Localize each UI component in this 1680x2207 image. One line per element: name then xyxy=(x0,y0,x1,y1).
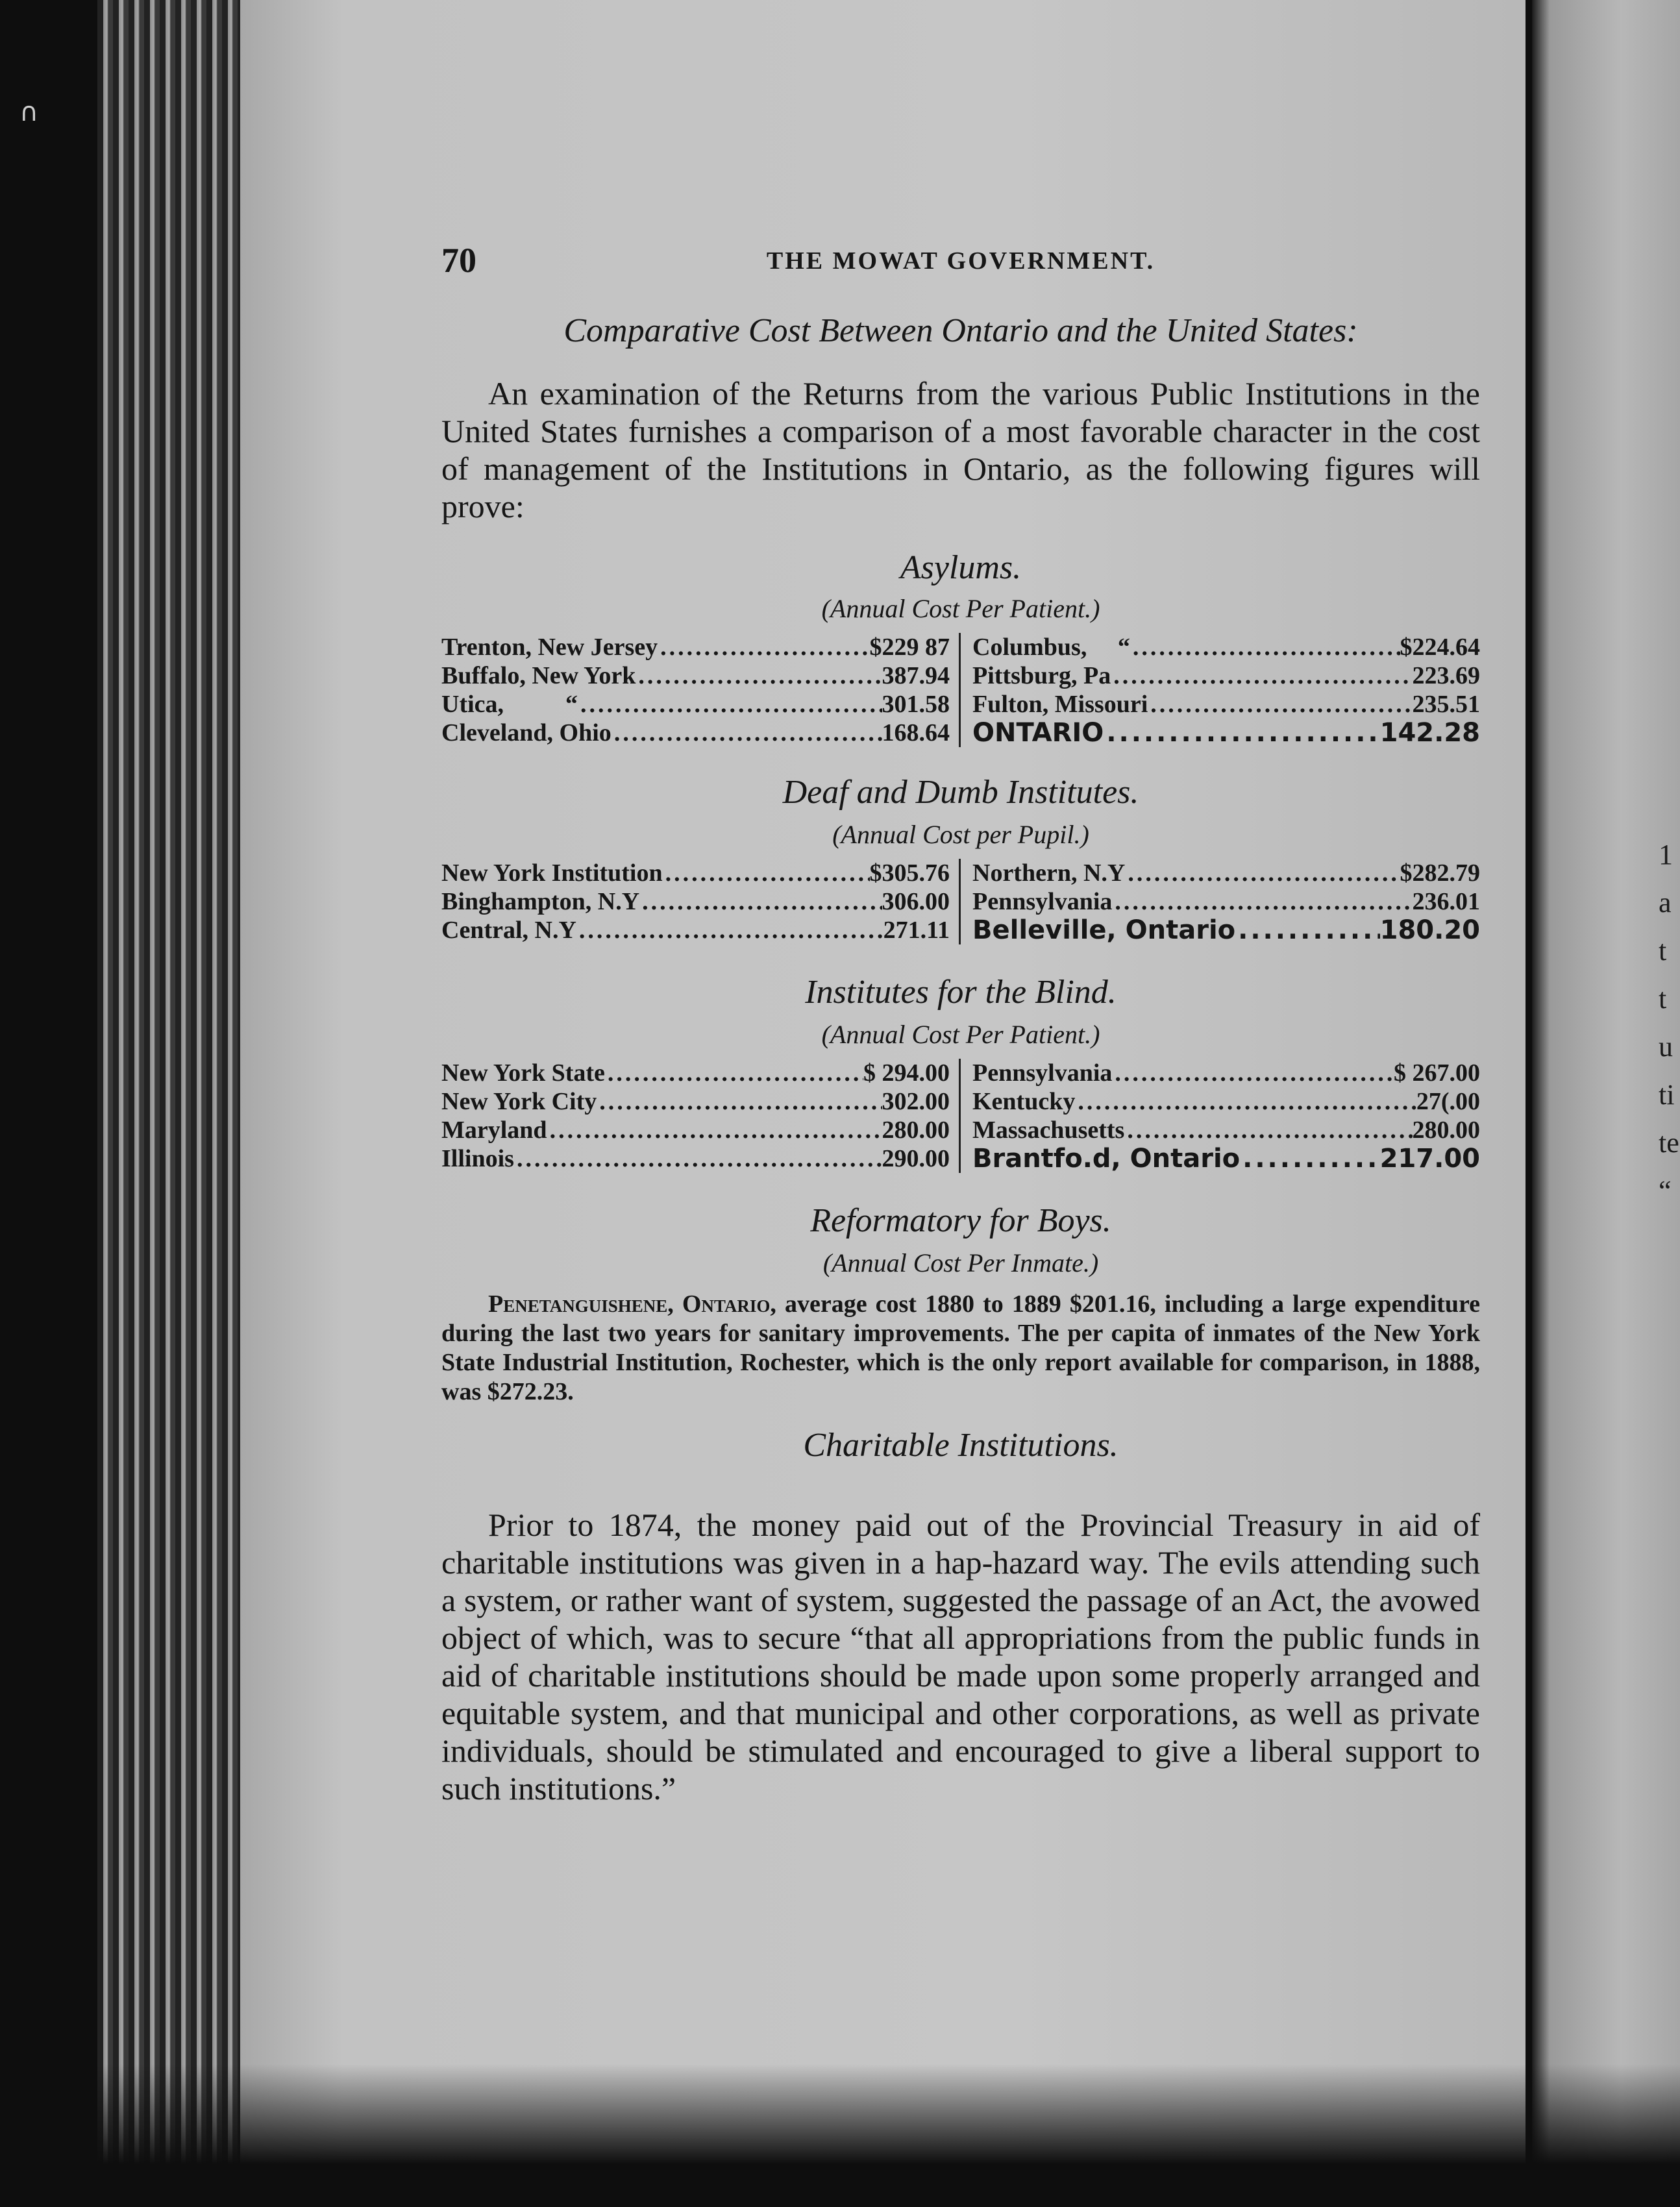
table-row-ontario: Brantfo.d, Ontario ..... 217.00 xyxy=(972,1144,1480,1173)
reformatory-text: average cost 1880 to 1889 $201.16, including a large expenditure during the last two years for sanitary improvements. The per capita of inmates of the New York State Industrial Institution, Rochester, which is the only report available for comparison, in 1888, was $272.23. xyxy=(441,1290,1480,1405)
running-head: THE MOWAT GOVERNMENT. xyxy=(766,247,1155,275)
table-row-ontario: Belleville, Ontario ..... 180.20 xyxy=(972,916,1480,944)
asylums-title: Asylums. xyxy=(900,549,1022,586)
table-row-ontario: ONTARIO ..... 142.28 xyxy=(972,719,1480,747)
book-spine-edges xyxy=(97,0,247,2207)
charitable-title: Charitable Institutions. xyxy=(803,1427,1118,1464)
reformatory-note: (Annual Cost Per Inmate.) xyxy=(822,1248,1099,1277)
table-row: Pittsburg, Pa ..... 223.69 xyxy=(972,661,1480,690)
adjacent-page-text: 1 a t t u ti tе “ xyxy=(1659,839,1679,1207)
page-header xyxy=(441,240,1480,292)
scan-mark: ∩ xyxy=(19,97,39,127)
reformatory-lead: Penetanguishene, Ontario, xyxy=(488,1290,776,1318)
deaf-title: Deaf and Dumb Institutes. xyxy=(782,774,1139,811)
blind-table xyxy=(441,1059,1480,1173)
table-row: Central, N.Y ..... 271.11 xyxy=(441,916,950,944)
table-row: Columbus, “ ..... $224.64 xyxy=(972,633,1480,661)
table-row: Northern, N.Y ..... $282.79 xyxy=(972,859,1480,887)
table-row: Massachusetts ..... 280.00 xyxy=(972,1116,1480,1144)
asylums-note: (Annual Cost Per Patient.) xyxy=(821,594,1100,623)
blind-note: (Annual Cost Per Patient.) xyxy=(821,1020,1100,1049)
asylums-right-column xyxy=(961,633,1480,747)
page-number: 70 xyxy=(441,241,476,280)
deaf-left-column xyxy=(441,859,961,944)
section-heading: Comparative Cost Between Ontario and the United States: xyxy=(563,312,1358,349)
table-row: Fulton, Missouri ..... 235.51 xyxy=(972,690,1480,719)
deaf-right-column xyxy=(961,859,1480,944)
blind-left-column xyxy=(441,1059,961,1173)
intro-paragraph: An examination of the Returns from the various Public Institutions in the United States furnishes a comparison of a most favorable character in the cost of management of the Institutions in Ontario, as the following figures will prove: xyxy=(441,375,1480,524)
blind-right-column xyxy=(961,1059,1480,1173)
table-row: Buffalo, New York ..... 387.94 xyxy=(441,661,950,690)
table-row: New York Institution ..... $305.76 xyxy=(441,859,950,887)
scan-shadow xyxy=(0,2064,1680,2207)
deaf-table xyxy=(441,859,1480,944)
table-row: Cleveland, Ohio ..... 168.64 xyxy=(441,719,950,747)
charitable-paragraph: Prior to 1874, the money paid out of the Provincial Treasury in aid of charitable institutions was given in a hap-hazard way. The evils attending such a system, or rather want of system, suggested the passage of an Act, the avowed object of which, was to secure “that all appropriations from the public funds in aid of charitable institutions should be made upon some properly arranged and equitable system, and that municipal and other corporations, as well as private individuals, should be stimulated and encouraged to give a liberal support to such institutions.” xyxy=(441,1507,1480,1806)
blind-title: Institutes for the Blind. xyxy=(805,974,1117,1011)
deaf-note: (Annual Cost per Pupil.) xyxy=(832,820,1089,849)
table-row: Maryland ..... 280.00 xyxy=(441,1116,950,1144)
asylums-table xyxy=(441,633,1480,747)
table-row: Trenton, New Jersey ..... $229 87 xyxy=(441,633,950,661)
table-row: Pennsylvania ..... 236.01 xyxy=(972,887,1480,916)
reformatory-paragraph xyxy=(441,1290,1480,1407)
adjacent-page-edge xyxy=(1532,0,1680,2207)
table-row: Pennsylvania ..... $ 267.00 xyxy=(972,1059,1480,1087)
table-row: Kentucky ..... 27(.00 xyxy=(972,1087,1480,1116)
reformatory-title: Reformatory for Boys. xyxy=(810,1202,1111,1239)
table-row: Binghampton, N.Y ..... 306.00 xyxy=(441,887,950,916)
asylums-left-column xyxy=(441,633,961,747)
page-content xyxy=(441,240,1480,1807)
table-row: Illinois ..... 290.00 xyxy=(441,1144,950,1173)
table-row: Utica, “ ..... 301.58 xyxy=(441,690,950,719)
table-row: New York City ..... 302.00 xyxy=(441,1087,950,1116)
table-row: New York State ..... $ 294.00 xyxy=(441,1059,950,1087)
